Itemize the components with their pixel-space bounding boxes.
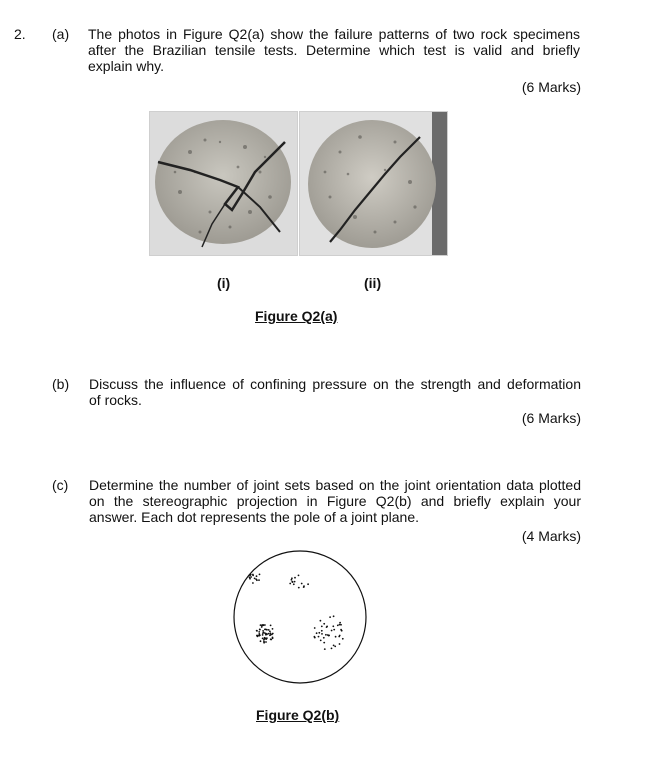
- pole-point: [291, 581, 293, 583]
- pole-point: [321, 626, 323, 628]
- part-b-line-2: of rocks.: [89, 392, 142, 408]
- pole-point: [323, 642, 325, 644]
- pole-point: [326, 626, 328, 628]
- pole-point: [263, 624, 265, 626]
- pole-point: [252, 582, 254, 584]
- pole-point: [332, 625, 334, 627]
- pole-point: [339, 624, 341, 626]
- pole-point: [333, 629, 335, 631]
- pole-point: [260, 640, 262, 642]
- pole-point: [340, 629, 342, 631]
- pole-point: [307, 583, 309, 585]
- part-b-line-1: Discuss the influence of confining pressure on the strength and deformation: [89, 376, 581, 392]
- pole-point: [335, 636, 337, 638]
- part-c-marks: (4 Marks): [521, 528, 581, 544]
- pole-point: [257, 635, 259, 637]
- pole-point: [334, 646, 336, 648]
- pole-point: [327, 634, 329, 636]
- pole-point: [259, 629, 261, 631]
- part-a-text: [88, 26, 580, 74]
- pole-point: [323, 623, 325, 625]
- pole-point: [265, 641, 267, 643]
- part-c-text: [89, 477, 581, 525]
- pole-point: [301, 583, 303, 585]
- pole-point: [324, 648, 326, 650]
- part-c-line-2: on the stereographic projection in Figure Q2(b) and briefly explain your: [89, 493, 581, 509]
- pole-point: [320, 620, 322, 622]
- figure-q2a-caption: Figure Q2(a): [255, 308, 338, 324]
- pole-point: [250, 576, 252, 578]
- pole-point: [298, 575, 300, 577]
- pole-point: [294, 581, 296, 583]
- pole-point: [316, 632, 318, 634]
- pole-point: [264, 638, 266, 640]
- pole-point: [333, 645, 335, 647]
- pole-point: [291, 577, 293, 579]
- pole-point: [303, 585, 305, 587]
- part-b-text: [89, 376, 581, 408]
- figure-q2b-caption: Figure Q2(b): [256, 707, 340, 723]
- part-c-label: (c): [52, 477, 69, 493]
- pole-point: [266, 637, 268, 639]
- pole-point: [249, 578, 251, 580]
- part-a-line-1: The photos in Figure Q2(a) show the failure patterns of two rock specimens: [88, 26, 580, 42]
- photo-label-i: (i): [217, 275, 231, 291]
- pole-point: [249, 574, 251, 576]
- photo-label-ii: (ii): [364, 275, 382, 291]
- pole-point: [293, 583, 295, 585]
- pole-point: [339, 635, 341, 637]
- pole-point: [314, 636, 316, 638]
- pole-point: [262, 634, 264, 636]
- pole-point: [272, 628, 274, 630]
- pole-point: [260, 624, 262, 626]
- part-b-label: (b): [52, 376, 70, 392]
- pole-point: [270, 625, 272, 627]
- pole-point: [314, 627, 316, 629]
- pole-point: [268, 629, 270, 631]
- pole-point: [270, 639, 272, 641]
- pole-point: [258, 579, 260, 581]
- pole-point: [294, 577, 296, 579]
- pole-point: [339, 622, 341, 624]
- pole-point: [331, 648, 333, 650]
- pole-point: [321, 633, 323, 635]
- pole-point: [265, 629, 267, 631]
- pole-point: [269, 631, 271, 633]
- rock-specimen-photo-ii: [299, 111, 448, 256]
- pole-point: [323, 637, 325, 639]
- pole-point: [266, 633, 268, 635]
- pole-point: [272, 637, 274, 639]
- stereonet-circle: [234, 551, 366, 683]
- pole-point: [329, 616, 331, 618]
- pole-point: [270, 632, 272, 634]
- pole-point: [258, 631, 260, 633]
- pole-point: [320, 640, 322, 642]
- pole-point: [263, 642, 265, 644]
- pole-point: [321, 630, 323, 632]
- pole-point: [337, 625, 339, 627]
- pole-point: [271, 634, 273, 636]
- part-a-marks: (6 Marks): [521, 79, 581, 95]
- pole-point: [259, 634, 261, 636]
- pole-point: [264, 632, 266, 634]
- pole-point: [298, 587, 300, 589]
- pole-point: [269, 634, 271, 636]
- pole-point: [331, 630, 333, 632]
- pole-point: [333, 615, 335, 617]
- pole-point: [339, 643, 341, 645]
- pole-point: [262, 630, 264, 632]
- pole-point: [256, 630, 258, 632]
- pole-point: [342, 638, 344, 640]
- part-c-line-3: answer. Each dot represents the pole of a joint plane.: [89, 509, 419, 525]
- pole-point: [325, 634, 327, 636]
- rock-specimen-photo-i: [149, 111, 298, 256]
- pole-point: [261, 626, 263, 628]
- pole-point: [252, 574, 254, 576]
- part-c-line-1: Determine the number of joint sets based on the joint orientation data plotted: [89, 477, 581, 493]
- pole-point: [259, 574, 261, 576]
- pole-point: [318, 636, 320, 638]
- pole-point: [256, 575, 258, 577]
- pole-point: [256, 579, 258, 581]
- part-b-marks: (6 Marks): [521, 410, 581, 426]
- pole-point: [318, 632, 320, 634]
- stereonet-figure: [232, 549, 368, 688]
- part-a-label: (a): [52, 26, 70, 42]
- part-a-line-2: after the Brazilian tensile tests. Determine which test is valid and briefly: [88, 42, 580, 58]
- part-a-line-3: explain why.: [88, 58, 165, 74]
- pole-point: [254, 578, 256, 580]
- pole-point: [262, 632, 264, 634]
- pole-point: [289, 583, 291, 585]
- question-number: 2.: [14, 26, 26, 42]
- pole-point: [262, 638, 264, 640]
